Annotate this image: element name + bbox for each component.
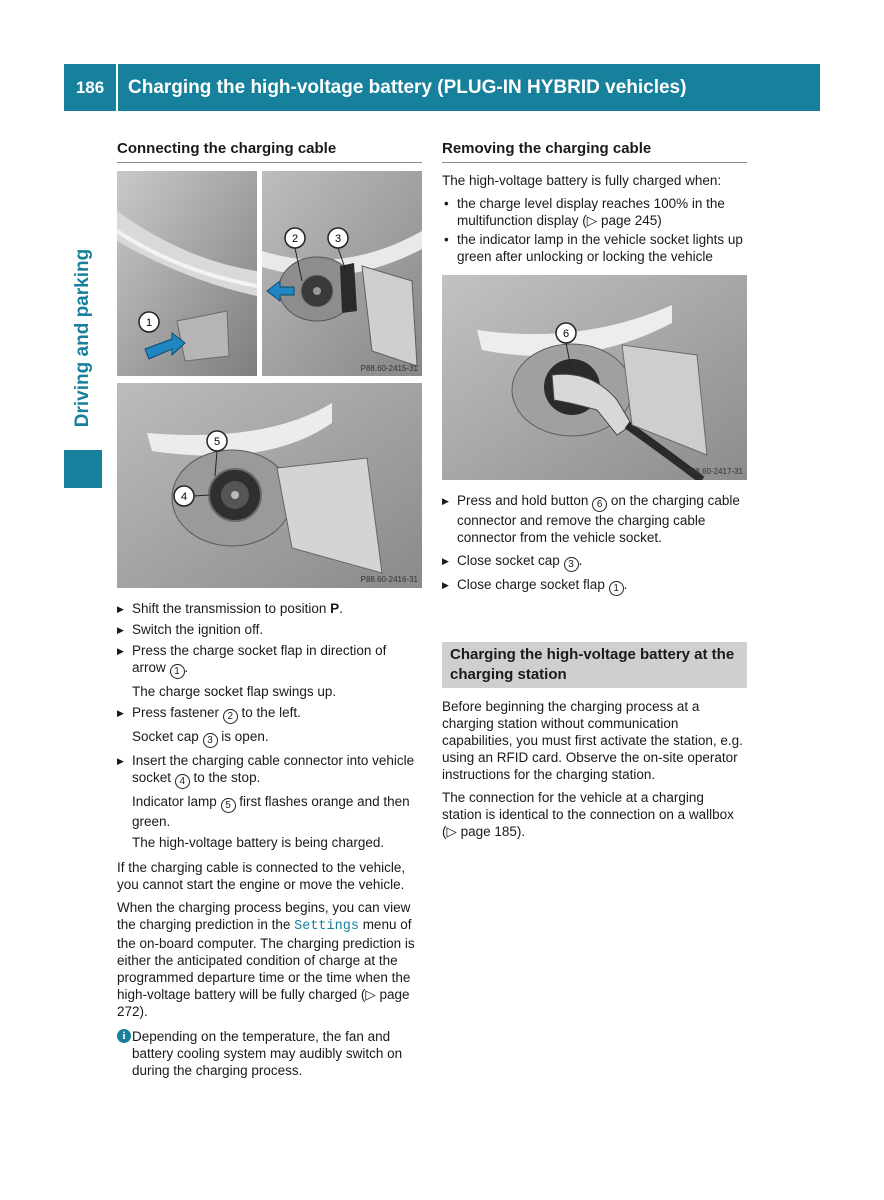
left-column (117, 140, 422, 1079)
remove-steps (442, 492, 747, 596)
photo-code-remove: P88.60-2417-31 (685, 467, 743, 476)
side-tab-label: Driving and parking (72, 248, 93, 427)
photo-socket-cap-open (262, 171, 422, 376)
removing-heading: Removing the charging cable (442, 140, 747, 163)
callout-5: 5 (213, 436, 221, 448)
photo-cable-plugged (117, 383, 422, 588)
step-close-cap: ▶ Close socket cap 3 . (442, 552, 747, 572)
fully-charged-intro: The high-voltage battery is fully charged when: (442, 173, 722, 188)
settings-menu-name: Settings (294, 919, 359, 934)
station-heading: Charging the high-voltage battery at the charging station (442, 642, 747, 688)
station-para-activate: Before beginning the charging process at a charging station without communication capabilities, you must first activate the station, e.g. using an RFID card. Observe the on-site operator instructions for the charging station. (442, 699, 743, 782)
step-ignition: ▶ Switch the ignition off. (117, 621, 422, 638)
fully-charged-conditions (442, 195, 747, 265)
photo-code-bottom: P88.60-2416-31 (360, 575, 418, 584)
page-header (64, 64, 820, 111)
page-number: 186 (64, 64, 116, 111)
callout-1: 1 (145, 317, 153, 329)
step-press-flap-result: The charge socket flap swings up. (132, 684, 337, 699)
connect-steps (117, 600, 422, 851)
photo-socket-flap-closed (117, 171, 257, 376)
callout-3: 3 (334, 233, 342, 245)
info-note (117, 1028, 422, 1079)
condition-indicator-lamp: • the indicator lamp in the vehicle socket lights up green after unlocking or locking the vehicle (442, 231, 747, 265)
info-icon: i (117, 1029, 131, 1043)
step-shift: ▶ Shift the transmission to position P. (117, 600, 422, 617)
step-insert-result-lamp: Indicator lamp 5 first flashes orange and then green. (132, 794, 410, 829)
photo-remove-connector (442, 275, 747, 480)
step-press-button: ▶ Press and hold button 6 on the charging cable connector and remove the charging cable connector from the vehicle socket. (442, 492, 747, 546)
step-press-flap: ▶ Press the charge socket flap in direction of arrow 1 . (117, 642, 422, 679)
right-column (442, 140, 747, 846)
condition-charge-level: • the charge level display reaches 100% in the multifunction display (▷ page 245) (442, 195, 747, 229)
page-title: Charging the high-voltage battery (PLUG-IN HYBRID vehicles) (118, 64, 820, 111)
callout-6: 6 (562, 328, 570, 340)
step-close-flap: ▶ Close charge socket flap 1 . (442, 576, 747, 596)
info-text: Depending on the temperature, the fan and battery cooling system may audibly switch on during the charging process. (132, 1029, 403, 1078)
callout-4: 4 (180, 491, 188, 503)
step-insert-connector: ▶ Insert the charging cable connector into vehicle socket 4 to the stop. (117, 752, 422, 789)
photo-row-top (117, 171, 422, 376)
para-charging-prediction: When the charging process begins, you can view the charging prediction in the Settings menu of the on-board computer. The charging prediction is either the anticipated condition of charge at the programmed departure time or the time when the high-voltage battery will be fully charged (▷ page 272). (117, 900, 415, 1019)
side-tab-marker (64, 450, 102, 488)
step-press-fastener-result: Socket cap 3 is open. (132, 729, 269, 746)
callout-2: 2 (291, 233, 299, 245)
step-press-fastener: ▶ Press fastener 2 to the left. (117, 704, 422, 724)
station-para-connection: The connection for the vehicle at a charging station is identical to the connection on a wallbox (▷ page 185). (442, 790, 734, 839)
para-engine-start: If the charging cable is connected to the vehicle, you cannot start the engine or move the vehicle. (117, 860, 406, 892)
photo-code-top: P88.60-2415-31 (360, 364, 418, 373)
step-insert-result-charging: The high-voltage battery is being charged. (132, 835, 385, 850)
connecting-heading: Connecting the charging cable (117, 140, 422, 163)
section-side-tab (64, 225, 102, 450)
